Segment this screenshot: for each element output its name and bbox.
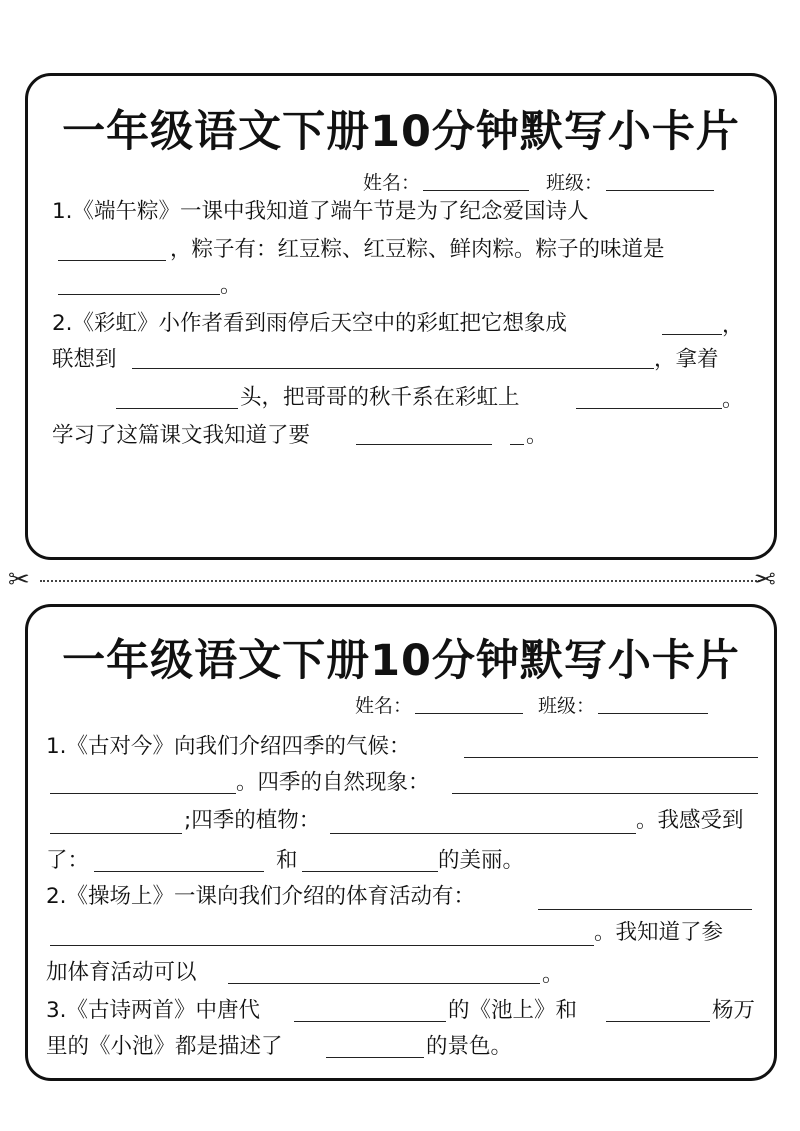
class-label: 班级： [546,172,604,194]
dictation-card-2 [25,604,777,1081]
answer-blank[interactable] [58,294,220,295]
question-2-text-b: ， [722,313,744,338]
answer-blank[interactable] [116,408,238,409]
name-label: 姓名： [355,695,413,717]
question-2-text-g: 学习了这篇课文我知道了要 [52,423,311,448]
question-2-text-d: ，拿着 [654,347,719,372]
question-2-text-c: 联想到 [52,347,117,372]
answer-blank[interactable] [576,408,722,409]
question-1-text-c: 。 [220,273,242,298]
name-blank[interactable] [423,190,529,191]
answer-blank[interactable] [94,871,264,872]
cut-line [40,580,760,582]
question-2-text-c: 加体育活动可以 [46,960,197,985]
answer-blank[interactable] [302,871,438,872]
question-2-text-d: 。 [542,962,564,987]
question-2-text-h: 。 [526,423,548,448]
question-1-text-c: ;四季的植物： [184,808,321,833]
scissors-icon: ✂ [754,565,776,595]
dictation-card-1 [25,73,777,560]
answer-blank[interactable] [662,334,722,335]
answer-blank[interactable] [464,757,758,758]
question-3-text-c: 杨万 [712,998,756,1023]
question-3-text-e: 的景色。 [426,1034,513,1059]
question-1-text-b: 。四季的自然现象： [236,770,430,795]
answer-blank[interactable] [228,983,540,984]
answer-blank[interactable] [326,1057,424,1058]
name-label: 姓名： [363,172,421,194]
name-blank[interactable] [415,713,523,714]
answer-blank[interactable] [452,793,758,794]
answer-blank[interactable] [606,1021,710,1022]
class-blank[interactable] [598,713,708,714]
question-1-text-a: 1.《古对今》向我们介绍四季的气候： [46,734,411,759]
question-1-text-d: 。我感受到 [636,808,744,833]
answer-blank[interactable] [58,260,166,261]
answer-blank[interactable] [356,444,492,445]
question-1-text-g: 的美丽。 [438,848,525,873]
question-1-text-a: 1.《端午粽》一课中我知道了端午节是为了纪念爱国诗人 [52,199,589,224]
question-3-text-a: 3.《古诗两首》中唐代 [46,998,261,1023]
answer-blank[interactable] [132,368,654,369]
class-label: 班级： [538,695,596,717]
answer-blank[interactable] [50,833,182,834]
card-title: 一年级语文下册10分钟默写小卡片 [62,107,740,157]
answer-blank[interactable] [294,1021,446,1022]
question-1-text-f: 和 [276,848,298,873]
answer-blank[interactable] [330,833,636,834]
question-2-text-a: 2.《彩虹》小作者看到雨停后天空中的彩虹把它想象成 [52,311,568,336]
question-2-text-e: 头，把哥哥的秋千系在彩虹上 [240,385,520,410]
answer-blank-tail [510,444,524,445]
question-1-text-e: 了： [46,848,90,873]
class-blank[interactable] [606,190,714,191]
question-3-text-d: 里的《小池》都是描述了 [46,1034,283,1059]
question-3-text-b: 的《池上》和 [448,998,578,1023]
answer-blank[interactable] [538,909,752,910]
answer-blank[interactable] [50,793,236,794]
card-title: 一年级语文下册10分钟默写小卡片 [62,636,740,686]
question-2-text-b: 。我知道了参 [594,920,724,945]
question-1-text-b: ，粽子有：红豆粽、红豆粽、鲜肉粽。粽子的味道是 [170,237,665,262]
question-2-text-f: 。 [722,387,744,412]
answer-blank[interactable] [50,945,594,946]
question-2-text-a: 2.《操场上》一课向我们介绍的体育活动有： [46,884,476,909]
scissors-icon: ✂ [8,565,30,595]
